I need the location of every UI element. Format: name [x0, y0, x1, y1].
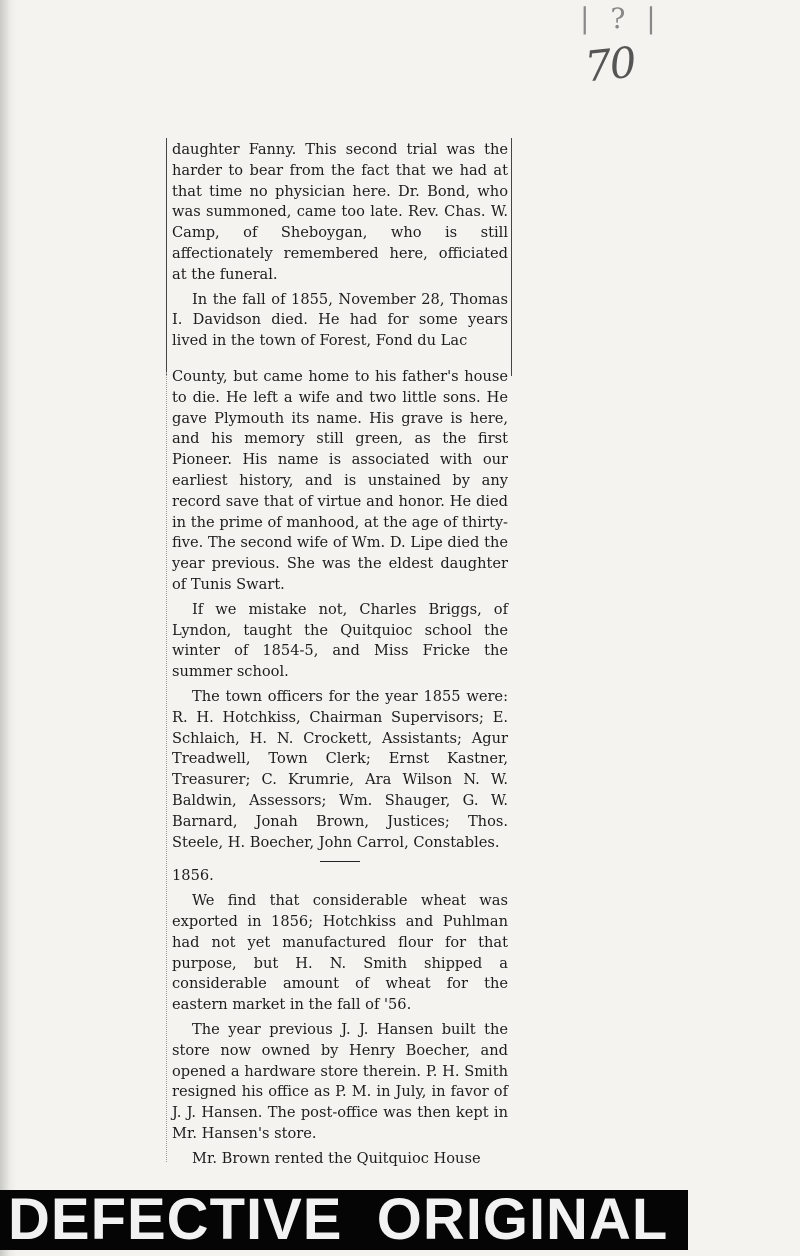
scanner-edge — [0, 0, 16, 1256]
paragraph: If we mistake not, Charles Briggs, of Lyndon, taught the Quitquioc school the winter of 1854-5, and Miss Fricke the summer school. — [172, 600, 508, 681]
section-divider — [320, 861, 360, 862]
corner-mark: | ? | — [580, 2, 662, 35]
paragraph: The year previous J. J. Hansen built the store now owned by Henry Boecher, and opened a hardware store therein. P. H. Smith resigned his office as P. M. in July, in favor of J. J. Hansen. The post-office was then kept in Mr. Hansen's store. — [172, 1020, 508, 1142]
newspaper-column-bottom — [172, 367, 508, 1173]
paragraph: We find that considerable wheat was exported in 1856; Hotchkiss and Puhlman had not yet manufactured flour for that purpose, but H. N. Smith shipped a considerable amount of wheat for the eastern market in the fall of '56. — [172, 892, 508, 1014]
newspaper-column-top — [172, 140, 508, 356]
paragraph: Mr. Brown rented the Quitquioc House — [192, 1149, 481, 1167]
paragraph: daughter Fanny. This second trial was the harder to bear from the fact that we had at that time no physician here. Dr. Bond, who was summoned, came too late. Rev. Chas. W. Camp, of Sheboygan, who is still affectionately remembered here, officiated at the funeral. — [172, 141, 508, 283]
paragraph: County, but came home to his father's house to die. He left a wife and two little sons. He gave Plymouth its name. His grave is here, and his memory still green, as the first Pioneer. His name is associated with our earliest history, and is unstained by any record save that of virtue and honor. He died in the prime of manhood, at the age of thirty-five. The second wife of Wm. D. Lipe died the year previous. She was the eldest daughter of Tunis Swart. — [172, 368, 508, 593]
year-heading: 1856. — [172, 867, 214, 885]
defective-original-banner: DEFECTIVE ORIGINAL — [0, 1190, 688, 1250]
paragraph: The town officers for the year 1855 were: R. H. Hotchkiss, Chairman Supervisors; E. Schlaich, H. N. Crockett, Assistants; Agur Treadwell, Town Clerk; Ernst Kastner, Treasurer; C. Krumrie, Ara Wilson N. W. Baldwin, Assessors; Wm. Shauger, G. W. Barnard, Jonah Brown, Justices; Thos. Steele, H. Boecher, John Carrol, Constables. — [172, 687, 508, 851]
paragraph: In the fall of 1855, November 28, Thomas I. Davidson died. He had for some years lived in the town of Forest, Fond du Lac — [172, 290, 508, 350]
handwritten-page-number: 70 — [582, 37, 637, 92]
